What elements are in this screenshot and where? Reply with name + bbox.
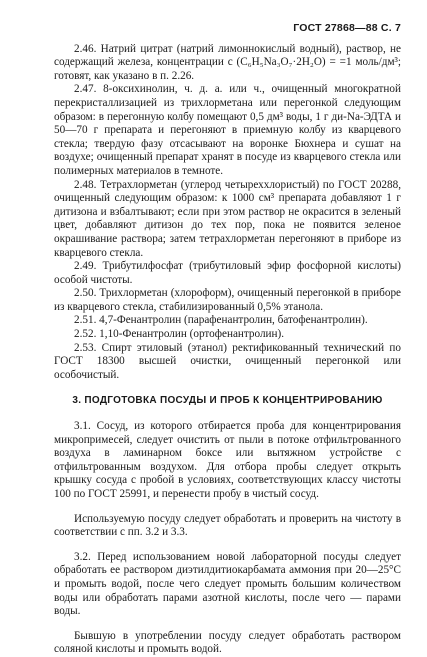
- paragraph-3-1-note: Используемую посуду следует обработать и проверить на чистоту в соответствии с пп. 3.2 и 3.3.: [54, 512, 401, 539]
- item-2-49: 2.49. Трибутилфосфат (трибутиловый эфир фосфорной кислоты) особой чистоты.: [54, 260, 401, 286]
- item-2-47: 2.47. 8-оксихинолин, ч. д. а. или ч., очищенный многократной перекристаллизацией из трихлорметана или перегонкой следующим образом: в перегонную колбу помещают 0,5 дм³ воды, 1 г ди-Na-ЭДТА и 50—70 г препарата и перегоняют в приемную колбу из кварцевого стекла; твердую фазу отсасывают на воронке Бюхнера и сушат на воздухе; очищенный препарат хранят в посуде из кварцевого стекла или полимерных материалов в темноте.: [54, 83, 401, 177]
- item-2-51: 2.51. 4,7-Фенантролин (парафенантролин, батофенантролин).: [74, 314, 368, 327]
- paragraph-3-2: 3.2. Перед использованием новой лабораторной посуды следует обработать ее раствором диэтилдитиокарбамата аммония при 20—25°С и промыть водой, после чего следует промыть большим количеством воды или обработать парами азотной кислоты, после чего — парами воды.: [54, 550, 401, 618]
- paragraph-3-1: 3.1. Сосуд, из которого отбирается проба для концентрирования микропримесей, следует очистить от пыли в потоке отфильтрованного воздуха в ламинарном боксе или вытяжном устройстве с отфильтрованным воздухом. Для отбора пробы следует открыть крышку сосуда с пробой в условиях, соответствующих классу чистоты 100 по ГОСТ 25991, и перенести пробу в чистый сосуд.: [54, 420, 401, 500]
- section-3-heading: 3. ПОДГОТОВКА ПОСУДЫ И ПРОБ К КОНЦЕНТРИРОВАНИЮ: [72, 395, 383, 407]
- item-2-52: 2.52. 1,10-Фенантролин (ортофенантролин).: [74, 328, 285, 341]
- reagent-list: [54, 43, 401, 383]
- item-2-50: 2.50. Трихлорметан (хлороформ), очищенный перегонкой в приборе из кварцевого стекла, стабилизированный 0,5% этанола.: [54, 287, 401, 313]
- running-head: ГОСТ 27868—88 С. 7: [293, 22, 401, 34]
- item-2-46: 2.46. Натрий цитрат (натрий лимоннокислый водный), раствор, не содержащий железа, концентрации с (C₆H₅Na₃O₇·2H₂O) = =1 моль/дм³; готовят, как указано в п. 2.26.: [54, 42, 401, 82]
- paragraph-3-2-note: Бывшую в употреблении посуду следует обработать раствором соляной кислоты и промыть водой.: [54, 629, 401, 656]
- item-2-48: 2.48. Тетрахлорметан (углерод четыреххлористый) по ГОСТ 20288, очищенный следующим образом: к 1000 см³ препарата добавляют 1 г дитизона и взбалтывают; если при этом раствор не окрасится в зеленый цвет, добавляют дитизон до тех пор, пока не появится зеленое окрашивание раствора; затем тетрахлорметан перегоняют в приборе из кварцевого стекла.: [54, 178, 401, 259]
- item-2-53: 2.53. Спирт этиловый (этанол) ректификованный технический по ГОСТ 18300 высшей очистки, очищенный перегонкой или особочистый.: [54, 341, 401, 381]
